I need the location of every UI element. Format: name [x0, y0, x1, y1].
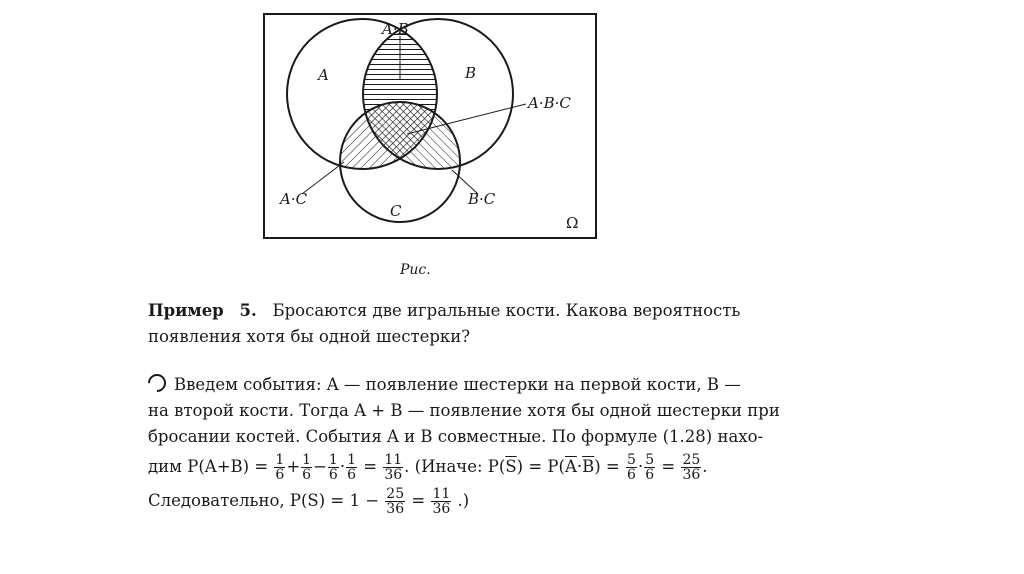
example-line-1: [148, 298, 788, 324]
fraction-1-6: $\frac{1}{6}$: [302, 452, 312, 483]
fraction-25-36: $\frac{25}{36}$: [386, 486, 405, 517]
example-title: Пример: [148, 301, 224, 320]
label-ac: A·C: [280, 190, 308, 208]
solution-line-4: дим P(A+B) = $\frac{1}{6}$ + $\frac{1}{6}$ − $\frac{1}{6}$ · $\frac{1}{6}$ = $\frac{11}{36}$ . (Иначе: $P(\overline{S}) = P(\overline{A}\cdot\overline{B})$ = $\frac{5}{6}$ · $\frac{5}{6}$ = $\frac{25}{36}$ .: [148, 452, 708, 483]
fraction-1-6: $\frac{1}{6}$: [328, 452, 338, 483]
solution-line-2: на второй кости. Тогда A + B — появление хотя бы одной шестерки при: [148, 401, 780, 420]
fraction-1-6: $\frac{1}{6}$: [347, 452, 356, 483]
label-a: A: [318, 66, 329, 84]
ac-leader: [302, 162, 344, 194]
fraction-1-6: $\frac{1}{6}$: [275, 452, 285, 483]
fraction-25-36: $\frac{25}{36}$: [682, 452, 701, 483]
conclusion-start: Следовательно, P(S) = 1 −: [148, 491, 380, 510]
label-omega: Ω: [566, 214, 579, 232]
solution-line-1: [148, 372, 788, 398]
example-text-2: появления хотя бы одной шестерки?: [148, 327, 471, 346]
label-c: C: [390, 202, 402, 220]
label-ab: A·B: [382, 20, 409, 38]
label-abc: A·B·C: [528, 94, 571, 112]
bullet-icon: [144, 370, 169, 395]
fraction-11-36: $\frac{11}{36}$: [432, 486, 451, 517]
solution: [148, 372, 788, 518]
example-number: 5.: [239, 301, 257, 320]
venn-diagram: [262, 12, 598, 240]
solution-line-5: Следовательно, P(S) = 1 − $\frac{25}{36}$ = $\frac{11}{36}$ .): [148, 486, 470, 517]
fraction-5-6: $\frac{5}{6}$: [645, 452, 655, 483]
label-bc: B·C: [468, 190, 496, 208]
figure-caption: Рис.: [400, 262, 431, 278]
solution-text-1: Введем события: A — появление шестерки на первой кости, B —: [174, 375, 741, 394]
formula-start: дим P(A+B) =: [148, 457, 269, 476]
example-text-1: Бросаются две игральные кости. Какова вероятность: [272, 301, 741, 320]
fraction-5-6: $\frac{5}{6}$: [627, 452, 636, 483]
solution-line-3: бросании костей. События A и B совместные. По формуле (1.28) нахо-: [148, 427, 764, 446]
example-statement: [148, 298, 788, 350]
label-b: B: [465, 64, 477, 82]
fraction-11-36: $\frac{11}{36}$: [384, 452, 403, 483]
